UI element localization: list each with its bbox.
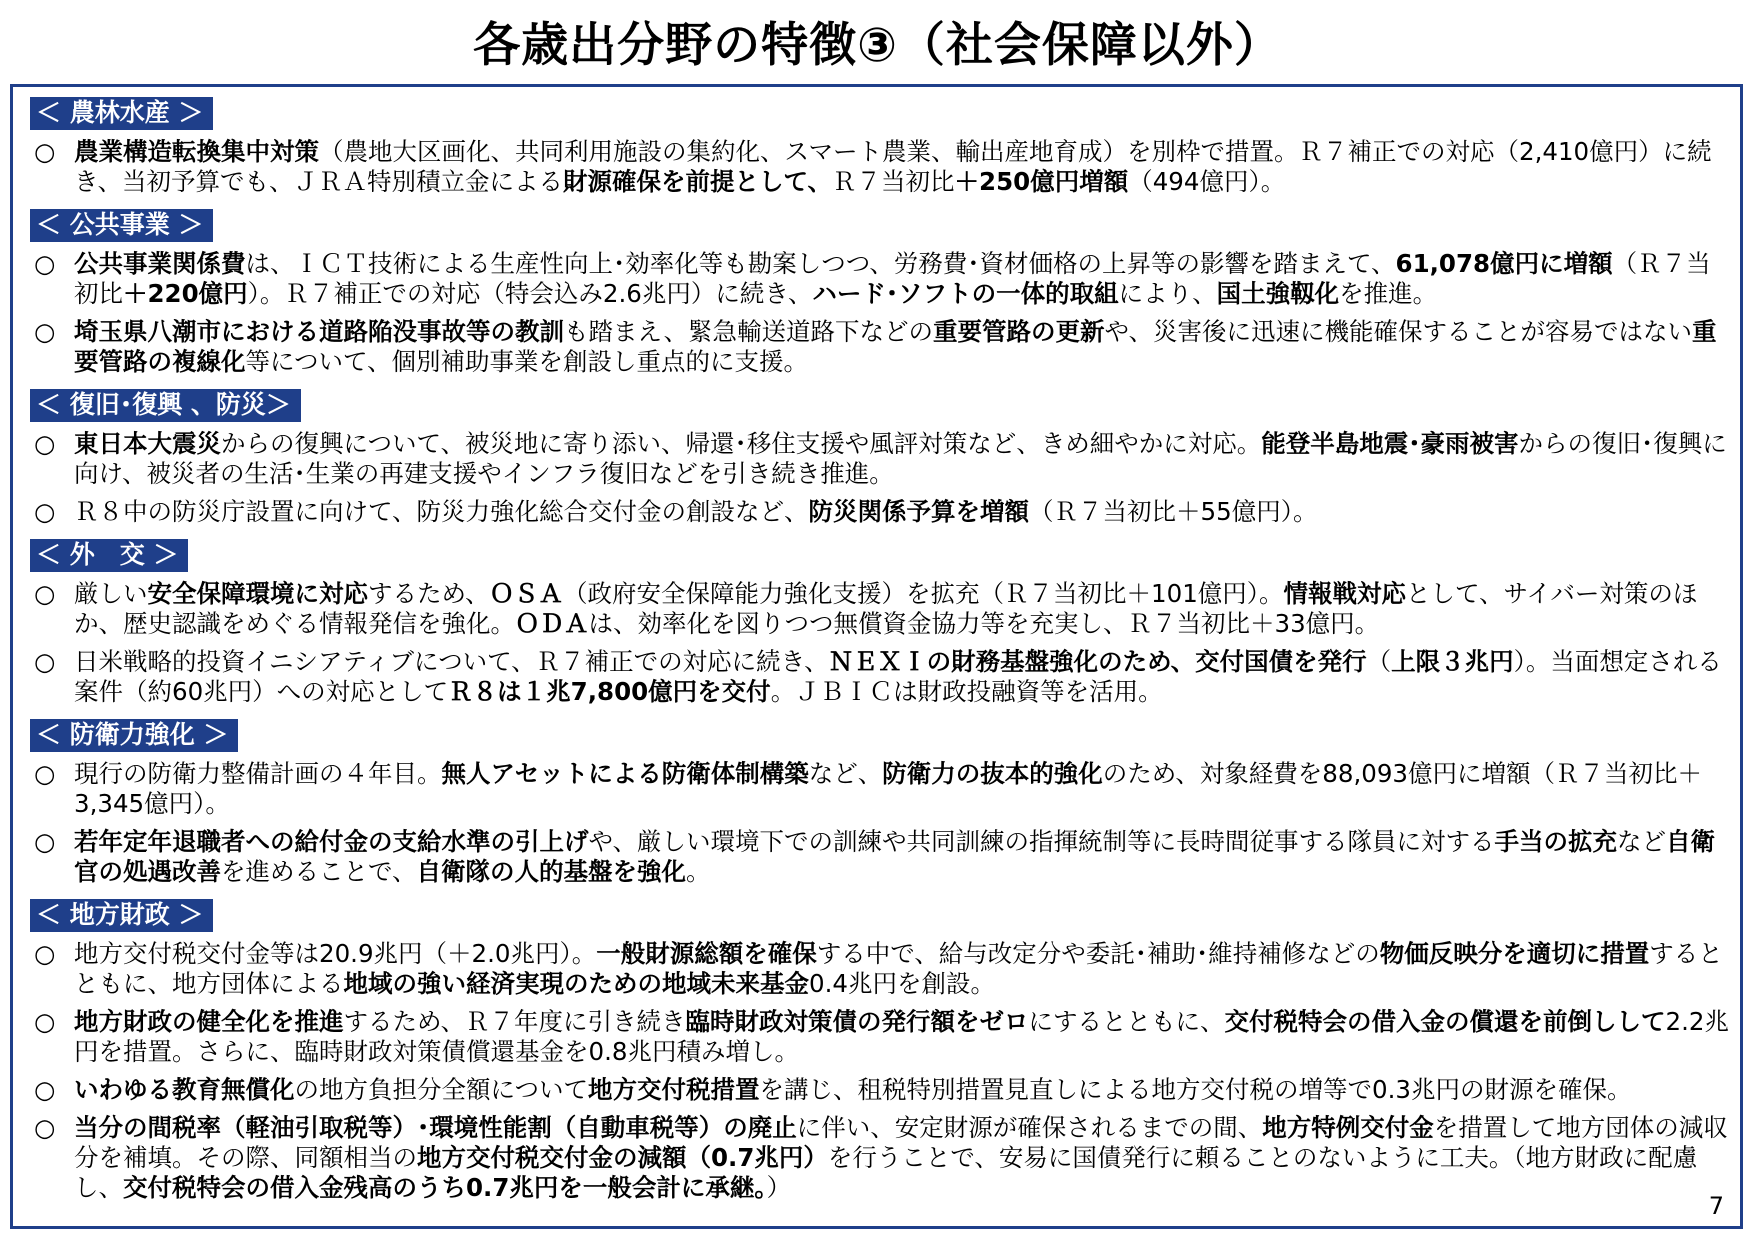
bullet-item bbox=[30, 1113, 1732, 1203]
bullet-item bbox=[30, 939, 1732, 999]
emphasis-text: 能登半島地震･豪雨被害 bbox=[1261, 429, 1519, 458]
content-frame bbox=[10, 84, 1743, 1229]
circle-bullet-icon: ○ bbox=[34, 1075, 56, 1104]
bullet-item bbox=[30, 137, 1732, 197]
circle-bullet-icon: ○ bbox=[34, 827, 56, 856]
bullet-item bbox=[30, 497, 1732, 527]
emphasis-text: 重要管路の複線化 bbox=[74, 317, 1717, 376]
emphasis-text: 61,078億円に増額 bbox=[1395, 249, 1613, 278]
body-text: も踏まえ、緊急輸送道路下などの bbox=[564, 317, 933, 346]
bullet-item bbox=[30, 647, 1732, 707]
emphasis-text: 安全保障環境に対応 bbox=[147, 579, 368, 608]
emphasis-text: 防衛力の抜本的強化 bbox=[882, 759, 1103, 788]
body-text: により、 bbox=[1118, 279, 1217, 308]
body-text: など、 bbox=[808, 759, 883, 788]
body-text: のため、対象経費を88,093億円に増額（Ｒ７当初比＋3,345億円）。 bbox=[74, 759, 1703, 818]
emphasis-text: 上限３兆円 bbox=[1391, 647, 1514, 676]
section-label: ＜ 復旧･復興 、防災＞ bbox=[30, 389, 301, 422]
body-text: や、厳しい環境下での訓練や共同訓練の指揮統制等に長時間従事する隊員に対する bbox=[588, 827, 1495, 856]
emphasis-text: 手当の拡充 bbox=[1494, 827, 1618, 856]
emphasis-text: 若年定年退職者への給付金の支給水準の引上げ bbox=[74, 827, 589, 856]
emphasis-text: 財源確保を前提として、 bbox=[563, 167, 833, 196]
body-text: するとともに、地方団体による bbox=[74, 939, 1723, 998]
content-body bbox=[30, 93, 1732, 1211]
body-text: Ｒ８中の防災庁設置に向けて、防災力強化総合交付金の創設など、 bbox=[74, 497, 809, 526]
body-text: Ｒ７当初比 bbox=[832, 167, 955, 196]
body-text: するため、Ｒ７年度に引き続き bbox=[343, 1007, 686, 1036]
body-text: 地方交付税交付金等は20.9兆円（＋2.0兆円）。 bbox=[74, 939, 597, 968]
body-text: ）。Ｒ７補正での対応（特会込み2.6兆円）に続き、 bbox=[247, 279, 813, 308]
emphasis-text: 交付税特会の借入金残高のうち0.7兆円を一般会計に承継。 bbox=[123, 1173, 767, 1202]
emphasis-text: 重要管路の更新 bbox=[932, 317, 1105, 346]
circle-bullet-icon: ○ bbox=[34, 137, 56, 166]
emphasis-text: ＯＤＡ bbox=[515, 609, 589, 638]
body-text: を講じ、租税特別措置見直しによる地方交付税の増等で0.3兆円の財源を確保。 bbox=[759, 1075, 1632, 1104]
body-text: 等について、個別補助事業を創設し重点的に支援。 bbox=[245, 347, 809, 376]
section-label: ＜ 地方財政 ＞ bbox=[30, 899, 213, 932]
circle-bullet-icon: ○ bbox=[34, 579, 56, 608]
body-text: （Ｒ７当初比＋55億円）。 bbox=[1029, 497, 1318, 526]
section bbox=[30, 385, 1732, 527]
emphasis-text: 国土強靱化 bbox=[1216, 279, 1340, 308]
body-text: 厳しい bbox=[74, 579, 148, 608]
emphasis-text: 臨時財政対策債の発行額をゼロ bbox=[685, 1007, 1029, 1036]
body-text: を進めることで、 bbox=[221, 857, 417, 886]
section bbox=[30, 93, 1732, 197]
emphasis-text: ＋250億円増額 bbox=[954, 167, 1129, 196]
section bbox=[30, 895, 1732, 1203]
circle-bullet-icon: ○ bbox=[34, 1007, 56, 1036]
body-text: は、効率化を図りつつ無償資金協力等を充実し、Ｒ７当初比＋33億円。 bbox=[588, 609, 1380, 638]
emphasis-text: 交付税特会の借入金の償還を前倒しして bbox=[1224, 1007, 1666, 1036]
body-text: ） bbox=[766, 1173, 792, 1202]
section-label: ＜ 外 交 ＞ bbox=[30, 539, 188, 572]
emphasis-text: 公共事業関係費 bbox=[74, 249, 246, 278]
circle-bullet-icon: ○ bbox=[34, 497, 56, 526]
circle-bullet-icon: ○ bbox=[34, 939, 56, 968]
emphasis-text: 埼玉県八潮市における道路陥没事故等の教訓 bbox=[74, 317, 564, 346]
emphasis-text: 地方交付税交付金の減額（0.7兆円） bbox=[417, 1143, 828, 1172]
section bbox=[30, 535, 1732, 707]
emphasis-text: 防災関係予算を増額 bbox=[808, 497, 1030, 526]
body-text: するため、 bbox=[368, 579, 490, 608]
body-text: や、災害後に迅速に機能確保することが容易ではない bbox=[1104, 317, 1692, 346]
emphasis-text: 自衛隊の人的基盤を強化 bbox=[416, 857, 687, 886]
body-text: からの復興について、被災地に寄り添い、帰還･移住支援や風評対策など、きめ細やかに対応。 bbox=[221, 429, 1262, 458]
body-text: 0.4兆円を創設。 bbox=[809, 969, 995, 998]
bullet-item bbox=[30, 1007, 1732, 1067]
body-text: など bbox=[1617, 827, 1667, 856]
emphasis-text: ＯＳＡ bbox=[489, 579, 564, 608]
circle-bullet-icon: ○ bbox=[34, 317, 56, 346]
emphasis-text: 無人アセットによる防衛体制構築 bbox=[441, 759, 809, 788]
body-text: （農地大区画化、共同利用施設の集約化、スマート農業、輸出産地育成）を別枠で措置。Ｒ７補正での対応（2,410億円）に続き、当初予算でも、ＪＲＡ特別積立金による bbox=[74, 137, 1712, 196]
body-text: ）。当面想定される案件（約60兆円）への対応として bbox=[74, 647, 1722, 706]
body-text: を措置して地方団体の減収分を補填。その際、同額相当の bbox=[74, 1113, 1728, 1172]
body-text: を行うことで、安易に国債発行に頼ることのないように工夫。（地方財政に配慮し、 bbox=[74, 1143, 1698, 1202]
body-text: 現行の防衛力整備計画の４年目。 bbox=[74, 759, 442, 788]
circle-bullet-icon: ○ bbox=[34, 647, 56, 676]
circle-bullet-icon: ○ bbox=[34, 1113, 56, 1142]
body-text: として、サイバー対策のほか、歴史認識をめぐる情報発信を強化。 bbox=[74, 579, 1698, 638]
circle-bullet-icon: ○ bbox=[34, 249, 56, 278]
emphasis-text: 物価反映分を適切に措置 bbox=[1379, 939, 1650, 968]
body-text: にするとともに、 bbox=[1028, 1007, 1225, 1036]
circle-bullet-icon: ○ bbox=[34, 429, 56, 458]
body-text: に伴い、安定財源が確保されるまでの間、 bbox=[796, 1113, 1263, 1142]
body-text: （政府安全保障能力強化支援）を拡充（Ｒ７当初比＋101億円）。 bbox=[563, 579, 1284, 608]
body-text: （ bbox=[1366, 647, 1392, 676]
bullet-item bbox=[30, 249, 1732, 309]
body-text: の地方負担分全額について bbox=[294, 1075, 589, 1104]
bullet-item bbox=[30, 1075, 1732, 1105]
body-text: 日米戦略的投資イニシアティブについて、Ｒ７補正での対応に続き、 bbox=[74, 647, 829, 676]
body-text: （Ｒ７当初比 bbox=[74, 249, 1711, 308]
bullet-item bbox=[30, 759, 1732, 819]
body-text: 。 bbox=[686, 857, 711, 886]
circle-bullet-icon: ○ bbox=[34, 759, 56, 788]
body-text: 。ＪＢＩＣは財政投融資等を活用。 bbox=[770, 677, 1163, 706]
body-text: を推進。 bbox=[1339, 279, 1438, 308]
emphasis-text: 地方財政の健全化を推進 bbox=[74, 1007, 344, 1036]
body-text: は、ＩＣＴ技術による生産性向上･効率化等も勘案しつつ、労務費･資材価格の上昇等の影響を踏まえて、 bbox=[245, 249, 1396, 278]
body-text: からの復旧･復興に向け、被災者の生活･生業の再建支援やインフラ復旧などを引き続き推進。 bbox=[74, 429, 1727, 488]
emphasis-text: 一般財源総額を確保 bbox=[596, 939, 817, 968]
emphasis-text: いわゆる教育無償化 bbox=[74, 1075, 295, 1104]
body-text: する中で、給与改定分や委託･補助･維持補修などの bbox=[816, 939, 1380, 968]
emphasis-text: 農業構造転換集中対策 bbox=[74, 137, 319, 166]
section-label: ＜ 防衛力強化 ＞ bbox=[30, 719, 238, 752]
emphasis-text: ＮＥＸＩの財務基盤強化のため、交付国債を発行 bbox=[828, 647, 1367, 676]
section bbox=[30, 715, 1732, 887]
bullet-item bbox=[30, 579, 1732, 639]
emphasis-text: 地域の強い経済実現のための地域未来基金 bbox=[343, 969, 809, 998]
emphasis-text: 自衛官の処遇改善 bbox=[74, 827, 1716, 886]
emphasis-text: 当分の間税率（軽油引取税等）･環境性能割（自動車税等）の廃止 bbox=[74, 1113, 797, 1142]
emphasis-text: 地方交付税措置 bbox=[588, 1075, 760, 1104]
section-label: ＜ 公共事業 ＞ bbox=[30, 209, 213, 242]
emphasis-text: 地方特例交付金 bbox=[1262, 1113, 1434, 1142]
emphasis-text: 情報戦対応 bbox=[1283, 579, 1407, 608]
page-number: 7 bbox=[1708, 1192, 1724, 1220]
bullet-item bbox=[30, 429, 1732, 489]
body-text: （494億円）。 bbox=[1128, 167, 1286, 196]
bullet-item bbox=[30, 317, 1732, 377]
page-title: 各歳出分野の特徴③（社会保障以外） bbox=[473, 18, 1282, 73]
section bbox=[30, 205, 1732, 377]
emphasis-text: ＋220億円 bbox=[123, 279, 248, 308]
emphasis-text: ハード･ソフトの一体的取組 bbox=[812, 279, 1119, 308]
section-label: ＜ 農林水産 ＞ bbox=[30, 97, 213, 130]
emphasis-text: Ｒ８は１兆7,800億円を交付 bbox=[448, 677, 771, 706]
bullet-item bbox=[30, 827, 1732, 887]
emphasis-text: 東日本大震災 bbox=[74, 429, 221, 458]
body-text: 2.2兆円を措置。さらに、臨時財政対策債償還基金を0.8兆円積み増し。 bbox=[74, 1007, 1729, 1066]
